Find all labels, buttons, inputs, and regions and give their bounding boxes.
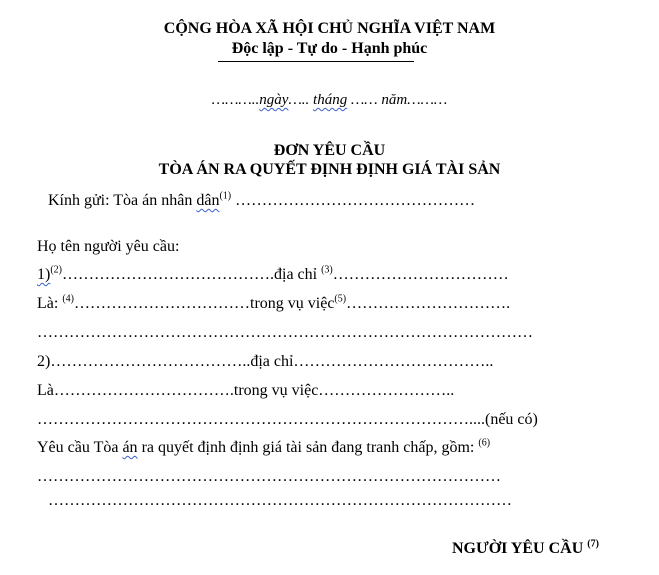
role-dots: ………………………….: [346, 295, 511, 312]
requester-1-line: [37, 266, 509, 284]
note-2: (2): [50, 264, 62, 276]
optional-line: [37, 411, 538, 429]
requester-1-text: ………………………………….địa chỉ: [62, 266, 322, 283]
optional-dots: ………………………………………………………………………: [37, 411, 469, 428]
note-6: (6): [478, 437, 491, 449]
request-statement: [37, 439, 490, 457]
note-4: (4): [62, 293, 74, 305]
signature-label: [452, 540, 599, 558]
requester-label: Họ tên người yêu cầu:: [37, 238, 180, 255]
note-5: (5): [334, 293, 347, 305]
addressee-line: [48, 192, 475, 210]
request-wavy: án: [122, 439, 138, 456]
date-month: tháng: [313, 92, 348, 108]
motto: Độc lập - Tự do - Hạnh phúc: [231, 40, 428, 57]
motto-underline: [218, 61, 414, 62]
dotted-line-3: ……………………………………………………………………………: [48, 492, 512, 509]
date-line: [0, 92, 659, 109]
dotted-line-2: ……………………………………………………………………………: [37, 468, 501, 485]
date-mid1: …..: [288, 92, 314, 108]
role-text: ……………………………trong vụ việc: [74, 295, 335, 312]
date-post: ………: [407, 92, 448, 108]
request-text-a: Yêu cầu Tòa: [37, 439, 123, 456]
requester-2-role-line: Là…………………………….trong vụ việc……………………..: [37, 382, 455, 399]
date-mid2: ……: [347, 92, 382, 108]
optional-note: ....(nếu có): [469, 411, 538, 428]
note-7: (7): [587, 538, 599, 550]
requester-2-line: 2)………………………………..địa chỉ………………………………..: [37, 353, 494, 370]
note-3: (3): [321, 264, 333, 276]
role-label: Là:: [37, 295, 63, 312]
addressee-text: Kính gửi: Tòa án nhân: [48, 192, 197, 209]
addressee-dots: ………………………………………: [231, 192, 476, 209]
title-line-2: TÒA ÁN RA QUYẾT ĐỊNH ĐỊNH GIÁ TÀI SẢN: [158, 161, 501, 178]
addressee-wavy: dân: [196, 192, 220, 209]
addressee-note: (1): [219, 190, 232, 202]
request-text-b: ra quyết định định giá tài sản đang tranh chấp, gồm:: [137, 439, 479, 456]
item-number-1: 1): [37, 266, 51, 283]
date-day: ngày: [259, 92, 289, 108]
nation-heading: CỘNG HÒA XÃ HỘI CHỦ NGHĨA VIỆT NAM: [163, 20, 496, 37]
date-pre: ………..: [211, 92, 260, 108]
date-year: năm: [381, 92, 408, 108]
requester-1-role-line: [37, 295, 510, 313]
dotted-line-1: …………………………………………………………………………………: [37, 324, 533, 341]
requester-1-dots: ……………………………: [332, 266, 509, 283]
signature-text: NGƯỜI YÊU CẦU: [452, 540, 588, 557]
title-line-1: ĐƠN YÊU CẦU: [273, 142, 386, 159]
